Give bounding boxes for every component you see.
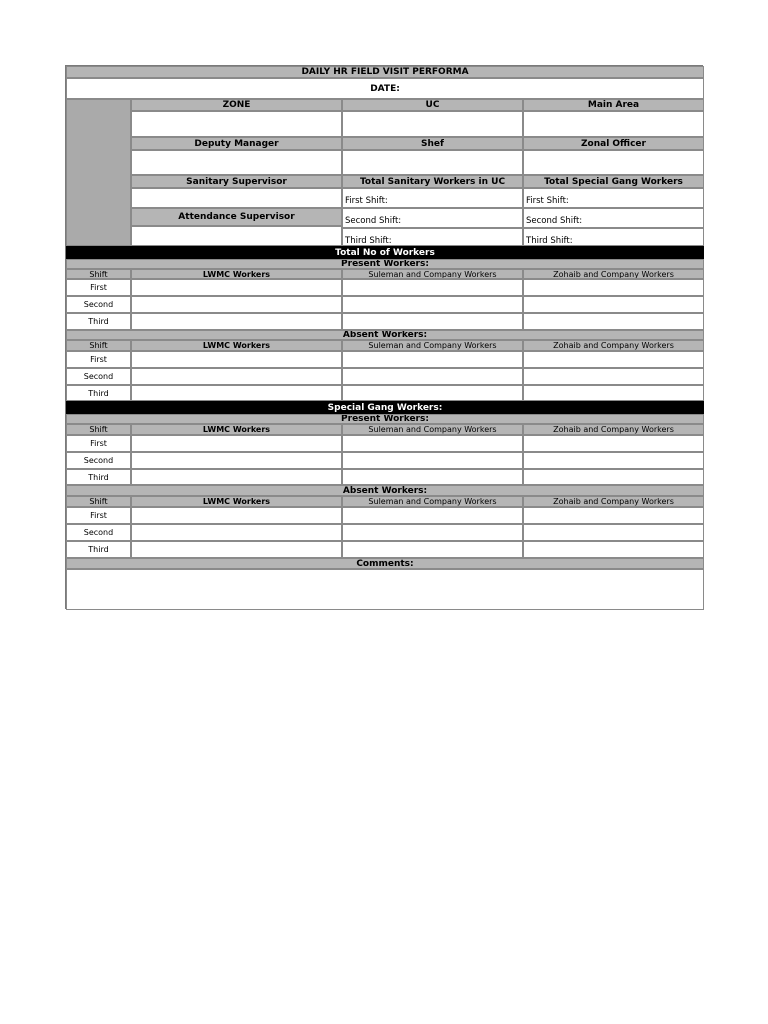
special-first-shift[interactable]: First Shift:	[523, 188, 704, 208]
table-cell[interactable]	[342, 507, 523, 524]
shef-value[interactable]	[342, 150, 523, 175]
total-sanitary-workers-header: Total Sanitary Workers in UC	[342, 175, 523, 188]
deputy-manager-header: Deputy Manager	[131, 137, 342, 150]
total-workers-header: Total No of Workers	[66, 246, 704, 259]
shift-second: Second	[66, 524, 131, 541]
table-cell[interactable]	[131, 279, 342, 296]
col-zohaib: Zohaib and Company Workers	[523, 340, 704, 351]
col-suleman: Suleman and Company Workers	[342, 340, 523, 351]
col-suleman: Suleman and Company Workers	[342, 424, 523, 435]
sanitary-first-shift[interactable]: First Shift:	[342, 188, 523, 208]
special-gang-header: Special Gang Workers:	[66, 401, 704, 414]
uc-value[interactable]	[342, 111, 523, 137]
present-workers-header: Present Workers:	[66, 414, 704, 424]
shift-third: Third	[66, 469, 131, 485]
table-cell[interactable]	[523, 296, 704, 313]
shift-third: Third	[66, 313, 131, 330]
shift-first: First	[66, 507, 131, 524]
table-cell[interactable]	[342, 351, 523, 368]
table-cell[interactable]	[131, 524, 342, 541]
shift-third: Third	[66, 385, 131, 401]
table-cell[interactable]	[523, 507, 704, 524]
table-cell[interactable]	[131, 541, 342, 558]
shift-first: First	[66, 435, 131, 452]
shift-first: First	[66, 351, 131, 368]
table-cell[interactable]	[342, 435, 523, 452]
special-second-shift[interactable]: Second Shift:	[523, 208, 704, 228]
table-cell[interactable]	[342, 452, 523, 469]
table-cell[interactable]	[342, 368, 523, 385]
table-cell[interactable]	[342, 541, 523, 558]
sanitary-second-shift[interactable]: Second Shift:	[342, 208, 523, 228]
table-cell[interactable]	[131, 469, 342, 485]
col-zohaib: Zohaib and Company Workers	[523, 269, 704, 279]
table-cell[interactable]	[131, 351, 342, 368]
attendance-supervisor-header: Attendance Supervisor	[131, 208, 342, 226]
table-cell[interactable]	[523, 435, 704, 452]
deputy-manager-value[interactable]	[131, 150, 342, 175]
side-block	[66, 99, 131, 246]
table-cell[interactable]	[523, 524, 704, 541]
table-cell[interactable]	[342, 279, 523, 296]
special-third-shift[interactable]: Third Shift:	[523, 228, 704, 246]
table-cell[interactable]	[523, 385, 704, 401]
hr-field-visit-form	[65, 65, 703, 609]
zonal-officer-value[interactable]	[523, 150, 704, 175]
shift-first: First	[66, 279, 131, 296]
shift-second: Second	[66, 452, 131, 469]
table-cell[interactable]	[523, 351, 704, 368]
table-cell[interactable]	[131, 296, 342, 313]
col-shift: Shift	[66, 340, 131, 351]
table-cell[interactable]	[131, 368, 342, 385]
col-zohaib: Zohaib and Company Workers	[523, 424, 704, 435]
zone-header: ZONE	[131, 99, 342, 111]
table-cell[interactable]	[523, 313, 704, 330]
table-cell[interactable]	[131, 385, 342, 401]
shift-second: Second	[66, 296, 131, 313]
table-cell[interactable]	[523, 469, 704, 485]
table-cell[interactable]	[131, 507, 342, 524]
comments-field[interactable]	[66, 569, 704, 610]
table-cell[interactable]	[131, 435, 342, 452]
col-shift: Shift	[66, 496, 131, 507]
col-lwmc: LWMC Workers	[131, 340, 342, 351]
shef-header: Shef	[342, 137, 523, 150]
shift-second: Second	[66, 368, 131, 385]
main-area-header: Main Area	[523, 99, 704, 111]
table-cell[interactable]	[342, 469, 523, 485]
uc-header: UC	[342, 99, 523, 111]
absent-workers-header: Absent Workers:	[66, 330, 704, 340]
total-special-gang-header: Total Special Gang Workers	[523, 175, 704, 188]
table-cell[interactable]	[342, 385, 523, 401]
col-suleman: Suleman and Company Workers	[342, 269, 523, 279]
shift-third: Third	[66, 541, 131, 558]
table-cell[interactable]	[523, 279, 704, 296]
sanitary-supervisor-header: Sanitary Supervisor	[131, 175, 342, 188]
table-cell[interactable]	[523, 368, 704, 385]
col-suleman: Suleman and Company Workers	[342, 496, 523, 507]
table-cell[interactable]	[131, 452, 342, 469]
zonal-officer-header: Zonal Officer	[523, 137, 704, 150]
table-cell[interactable]	[342, 524, 523, 541]
sanitary-supervisor-value[interactable]	[131, 188, 342, 208]
present-workers-header: Present Workers:	[66, 259, 704, 269]
col-shift: Shift	[66, 424, 131, 435]
date-label: DATE:	[66, 78, 704, 99]
col-lwmc: LWMC Workers	[131, 424, 342, 435]
absent-workers-header: Absent Workers:	[66, 485, 704, 496]
table-cell[interactable]	[523, 541, 704, 558]
table-cell[interactable]	[523, 452, 704, 469]
main-area-value[interactable]	[523, 111, 704, 137]
table-cell[interactable]	[342, 313, 523, 330]
attendance-supervisor-value[interactable]	[131, 226, 342, 246]
table-cell[interactable]	[342, 296, 523, 313]
comments-header: Comments:	[66, 558, 704, 569]
form-title: DAILY HR FIELD VISIT PERFORMA	[66, 66, 704, 78]
col-shift: Shift	[66, 269, 131, 279]
col-lwmc: LWMC Workers	[131, 269, 342, 279]
sanitary-third-shift[interactable]: Third Shift:	[342, 228, 523, 246]
zone-value[interactable]	[131, 111, 342, 137]
table-cell[interactable]	[131, 313, 342, 330]
col-zohaib: Zohaib and Company Workers	[523, 496, 704, 507]
col-lwmc: LWMC Workers	[131, 496, 342, 507]
